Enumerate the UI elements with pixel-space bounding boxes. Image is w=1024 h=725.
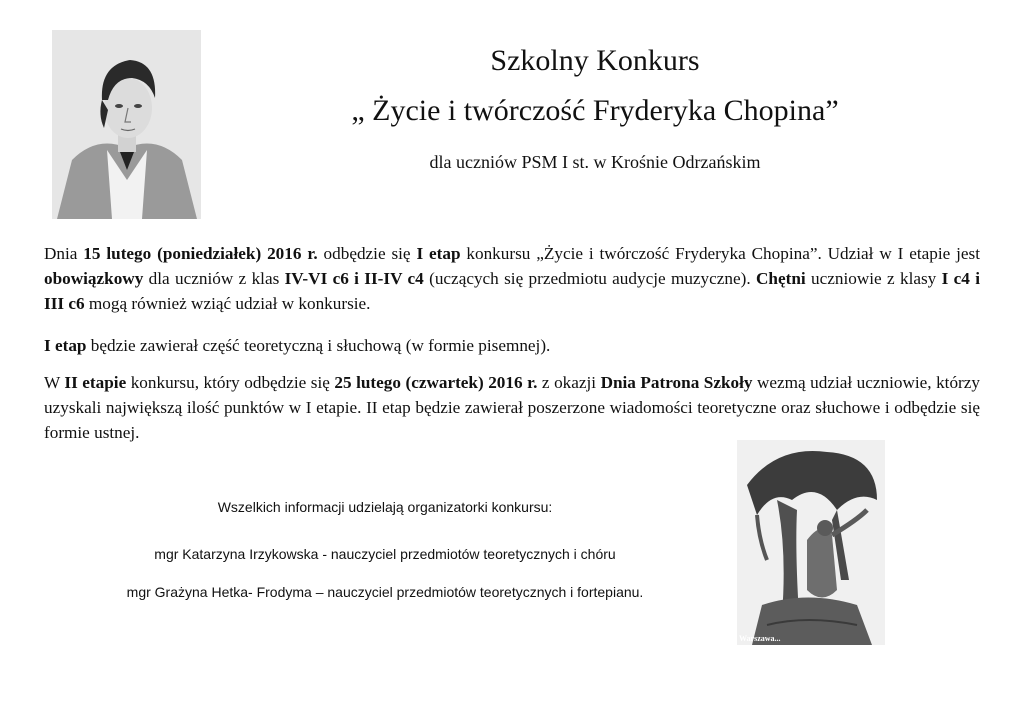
classes-mandatory: IV-VI c6 i II-IV c4 — [284, 269, 424, 288]
text: z okazji — [537, 373, 601, 392]
stage-two-label: II etapie — [64, 373, 127, 392]
text: odbędzie się — [317, 244, 417, 263]
patron-day-label: Dnia Patrona Szkoły — [600, 373, 753, 392]
text: uczniowie z klasy — [805, 269, 942, 288]
stage-one-label: I etap — [416, 244, 461, 263]
volunteers-label: Chętni — [756, 269, 806, 288]
organizer-2: mgr Grażyna Hetka- Frodyma – nauczyciel przedmiotów teoretycznych i fortepianu. — [126, 584, 644, 600]
text: Dnia — [44, 244, 84, 263]
paragraph-stage-one-format — [44, 333, 980, 358]
text: mogą również wziąć udział w konkursie. — [84, 294, 371, 313]
date-stage-one: 15 lutego (poniedziałek) 2016 r. — [83, 244, 318, 263]
chopin-monument-image — [737, 440, 885, 645]
text: dla uczniów z klas — [143, 269, 285, 288]
classes-optional: I c4 i III c6 — [44, 269, 980, 313]
audience-line: dla uczniów PSM I st. w Krośnie Odrzańskim — [429, 152, 761, 172]
text: konkursu, który odbędzie się — [126, 373, 335, 392]
paragraph-stage-one — [44, 241, 980, 316]
paragraph-stage-two — [44, 370, 980, 445]
competition-name: „ Życie i twórczość Fryderyka Chopina” — [351, 94, 839, 127]
stage-one-label: I etap — [44, 336, 87, 355]
text: będzie zawierał część teoretyczną i słuchową (w formie pisemnej). — [86, 336, 551, 355]
contact-intro: Wszelkich informacji udzielają organizatorki konkursu: — [217, 499, 553, 515]
text: W — [44, 373, 65, 392]
mandatory-label: obowiązkowy — [44, 269, 144, 288]
organizer-1: mgr Katarzyna Irzykowska - nauczyciel przedmiotów teoretycznych i chóru — [154, 546, 616, 562]
date-stage-two: 25 lutego (czwartek) 2016 r. — [334, 373, 538, 392]
page-title: Szkolny Konkurs — [490, 44, 700, 77]
text: (uczących się przedmiotu audycje muzyczne). — [423, 269, 756, 288]
text: konkursu „Życie i twórczość Fryderyka Chopina”. Udział w I etapie jest — [460, 244, 980, 263]
image-watermark: Warszawa... — [739, 634, 781, 643]
text: wezmą udział uczniowie, którzy uzyskali największą ilość punktów w I etapie. II etap będzie zawierał poszerzone wiadomości teoretyczne oraz słuchowe i odbędzie się formie ustnej. — [44, 373, 980, 442]
